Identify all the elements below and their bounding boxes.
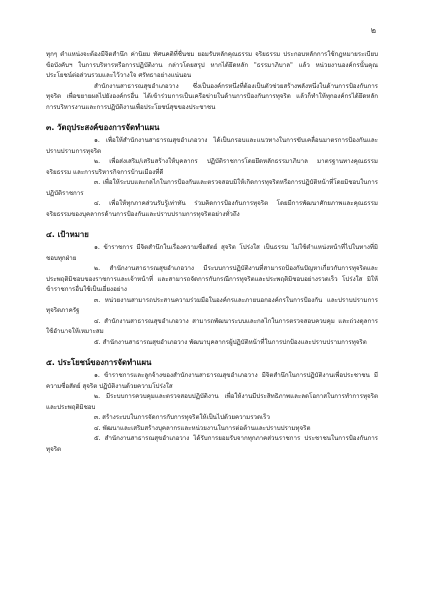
objectives-section (46, 122, 378, 220)
list-item: ๒. มีระบบการควบคุมและตรวจสอบปฏิบัติงาน เพื่อให้งานมีประสิทธิภาพและลดโอกาสในการทำการทุจริตและประพฤติมิชอบ (46, 393, 378, 411)
list-item: ๕. สำนักงานสาธารณสุขอำเภอวาง พัฒนาบุคลากรผู้ปฏิบัติหน้าที่ในการปกป้องและปราบปรามการทุจริต (94, 338, 367, 346)
section-heading-objectives: ๓. วัตถุประสงค์ของการจัดทำแผน (46, 123, 160, 132)
list-item: ๕. สำนักงานสาธารณสุขอำเภอวาง ได้รับการยอมรับจากทุกภาคส่วนราชการ ประชาชนในการป้องกันการทุจริต (46, 435, 378, 453)
benefits-list (46, 371, 378, 455)
intro-paragraph-1: ทุกๆ ตำแหน่งจะต้องมีจิตสำนึก ค่านิยม ทัศนคติที่ชื่นชม ยอมรับหลักคุณธรรม จริยธรรม ประกอบหลักการใช้กฎหมายระเบียบ ข้อบังคับฯ ในการบริหารหรือการปฏิบัติงาน กล่าวโดยสรุป หากได้ยึดหลัก "ธรรมาภิบาล" แล้ว หน่วยงานองค์กรนั้นคุณประโยชน์ต่อส่วนรวมและไว้วางใจ ศรัทธาอย่างแน่นอน (46, 51, 378, 79)
intro-paragraph-2: สำนักงานสาธารณสุขอำเภอวาง ซึ่งเป็นองค์กรหนึ่งที่ต้องเป็นตัวช่วยสร้างพลังหนึ่งในด้านการป้องกันการทุจริต เพื่อขยายผลไปยังองค์กรอื่น ได้เข้าร่วมการเป็นเครือข่ายในด้านการป้องกันการทุจริต แล้วก็ทำให้ทุกองค์กรได้ยึดหลักการบริหารงานและการปฏิบัติงานเพื่อประโยชน์สุขของประชาชน (46, 82, 378, 111)
list-item: ๑. ข้าราชการ มีจิตสำนึกในเรื่องความซื่อสัตย์ สุจริต โปร่งใส เป็นธรรม ไม่ใช้ตำแหน่งหน้าที่ไปในทางที่มิชอบทุกฝ่าย (46, 244, 378, 262)
list-item: ๔. พัฒนาและเสริมสร้างบุคลากรและหน่วยงานในการต่อต้านและปราบปรามทุจริต (94, 424, 311, 432)
targets-list (46, 243, 378, 348)
list-item: ๒. เพื่อส่งเสริม/เสริมสร้างให้บุคลากร ปฏิบัติราชการโดยยึดหลักธรรมาภิบาล มาตรฐานทางคุณธรรม จริยธรรม และการบริหารกิจการบ้านเมืองที่ดี (46, 158, 378, 176)
list-item: ๔. เพื่อให้ทุกภาคส่วนรับรู้เท่าทัน ร่วมคิดการป้องกันการทุจริต โดยมีการพัฒนาศักยภาพและคุณธรรมจริยธรรมของบุคลากรด้านการป้องกันและปราบปรามการทุจริตอย่างทั่วถึง (46, 200, 378, 218)
list-item: ๒. สำนักงานสาธารณสุขอำเภอวาง มีระบบการปฏิบัติงานที่สามารถป้องกันปัญหาเกี่ยวกับการทุจริตและประพฤติมิชอบของราชการและเจ้าหน้าที่ และสามารถจัดการกับกรณีการทุจริตและประพฤติมิชอบอย่างรวดเร็ว โปร่งใส มิให้ข้าราชการอื่นใช้เป็นเยี่ยงอย่าง (46, 265, 378, 293)
intro-section (46, 50, 378, 113)
objectives-list (46, 136, 378, 220)
list-item: ๑. เพื่อให้สำนักงานสาธารณสุขอำเภอวาง ได้เป็นกรอบและแนวทางในการขับเคลื่อนมาตรการป้องกันและปราบปรามการทุจริต (46, 137, 378, 155)
list-item: ๓. สร้างระบบในการจัดการกับการทุจริตให้เป็นไปด้วยความรวดเร็ว (94, 414, 270, 421)
list-item: ๔. สำนักงานสาธารณสุขอำเภอวาง สามารถพัฒนาระบบและกลไกในการตรวจสอบควบคุม และถ่วงดุลการใช้อำนาจให้เหมาะสม (46, 317, 378, 335)
list-item: ๑. ข้าราชการและลูกจ้างของสำนักงานสาธารณสุขอำเภอวาง มีจิตสำนึกในการปฏิบัติงานเพื่อประชาชน มีความซื่อสัตย์ สุจริต ปฏิบัติงานด้วยความโปร่งใส (46, 372, 378, 390)
page-number: ๒ (370, 26, 376, 35)
section-heading-targets: ๔. เป้าหมาย (46, 230, 89, 239)
list-item: ๓. เพื่อให้ระบบและกลไกในการป้องกันและตรวจสอบมิให้เกิดการทุจริตหรือการปฏิบัติหน้าที่โดยมิชอบในการปฏิบัติราชการ (46, 179, 378, 197)
benefits-section (46, 357, 378, 455)
targets-section (46, 229, 378, 348)
section-heading-benefits: ๕. ประโยชน์ของการจัดทำแผน (46, 358, 152, 367)
list-item: ๓. หน่วยงานสามารถประสานความร่วมมือในองค์กรและภายนอกองค์กรในการป้องกัน และปราบปรามการทุจริตภาครัฐ (46, 296, 378, 314)
